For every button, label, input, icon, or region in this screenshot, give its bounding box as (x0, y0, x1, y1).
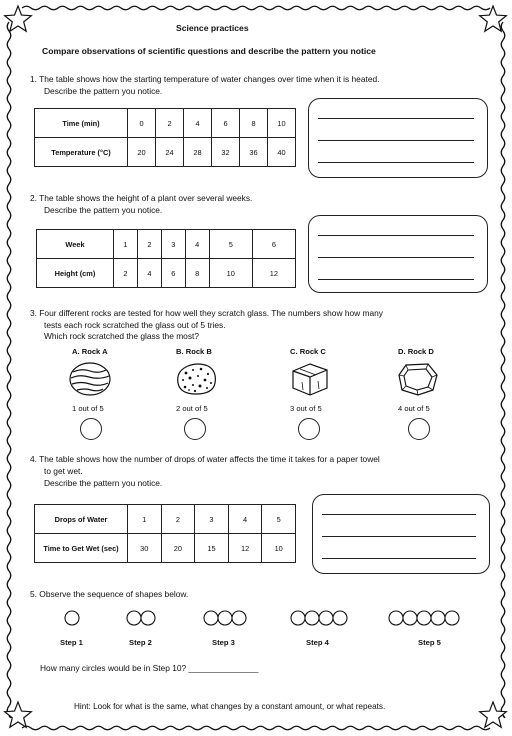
table-cell: 36 (240, 138, 268, 167)
q1-prompt: 1. The table shows how the starting temperature of water changes over time when it is heated. (30, 74, 380, 84)
table-cell: 10 (268, 109, 296, 138)
sequence-circle (305, 611, 319, 625)
rock-striped-icon (68, 361, 112, 397)
table-row (35, 534, 296, 563)
table-cell: 28 (184, 138, 212, 167)
table-cell: 10 (209, 259, 252, 288)
table-cell: 6 (252, 230, 295, 259)
sequence-circle (403, 611, 417, 625)
q3-question: Which rock scratched the glass the most? (44, 331, 200, 341)
sequence-circle (127, 611, 141, 625)
step-1-label: Step 1 (60, 638, 83, 647)
q4-prompt-continued: to get wet. (44, 466, 83, 476)
table-cell: 24 (156, 138, 184, 167)
table-cell: 3 (161, 230, 185, 259)
table-header-cell: Time to Get Wet (sec) (35, 534, 128, 563)
table-cell: 6 (161, 259, 185, 288)
rock-a-answer-bubble[interactable] (80, 418, 102, 440)
table-cell: 15 (195, 534, 229, 563)
answer-line[interactable] (322, 558, 476, 559)
sequence-circle (141, 611, 155, 625)
rock-b-answer-bubble[interactable] (184, 418, 206, 440)
q5-prompt: 5. Observe the sequence of shapes below. (30, 589, 189, 599)
table-header-cell: Height (cm) (37, 259, 114, 288)
table-cell: 8 (185, 259, 209, 288)
sequence-circle (232, 611, 246, 625)
table-cell: 30 (128, 534, 162, 563)
table-cell: 5 (209, 230, 252, 259)
table-header-cell: Week (37, 230, 114, 259)
answer-line[interactable] (318, 118, 474, 119)
table-cell: 2 (137, 230, 161, 259)
q2-prompt: 2. The table shows the height of a plant over several weeks. (30, 193, 253, 203)
answer-line[interactable] (318, 235, 474, 236)
table-cell: 12 (228, 534, 262, 563)
page-title: Science practices (176, 23, 249, 33)
table-cell: 1 (114, 230, 138, 259)
q2-data-table (36, 229, 296, 288)
table-cell: 20 (161, 534, 195, 563)
rock-crystal-icon (396, 361, 440, 397)
q4-data-table (34, 504, 296, 563)
hint-text: Hint: Look for what is the same, what changes by a constant amount, or what repeats. (74, 702, 386, 711)
star-icon-bottom-left (5, 702, 32, 727)
sequence-circle (431, 611, 445, 625)
table-cell: 4 (137, 259, 161, 288)
q5-question: How many circles would be in Step 10? _______________ (40, 663, 259, 673)
table-row (37, 259, 296, 288)
rock-d-result: 4 out of 5 (398, 404, 430, 413)
table-cell: 5 (262, 505, 296, 534)
star-icon-top-right (480, 6, 507, 31)
sequence-circle (389, 611, 403, 625)
sequence-circle (417, 611, 431, 625)
answer-line[interactable] (318, 162, 474, 163)
table-row (35, 109, 296, 138)
table-header-cell: Temperature (°C) (35, 138, 128, 167)
table-row (37, 230, 296, 259)
table-cell: 4 (228, 505, 262, 534)
rock-c-label: C. Rock C (290, 347, 326, 356)
table-row (35, 138, 296, 167)
q1-instruction: Describe the pattern you notice. (44, 86, 163, 96)
answer-line[interactable] (322, 536, 476, 537)
rock-d-answer-bubble[interactable] (408, 418, 430, 440)
rock-a-label: A. Rock A (72, 347, 108, 356)
table-row (35, 505, 296, 534)
table-cell: 10 (262, 534, 296, 563)
rock-d-label: D. Rock D (398, 347, 434, 356)
rock-a-result: 1 out of 5 (72, 404, 104, 413)
step-3-label: Step 3 (212, 638, 235, 647)
answer-line[interactable] (318, 279, 474, 280)
q4-instruction: Describe the pattern you notice. (44, 478, 163, 488)
q1-data-table (34, 108, 296, 167)
q2-instruction: Describe the pattern you notice. (44, 205, 163, 215)
table-cell: 4 (185, 230, 209, 259)
answer-line[interactable] (318, 257, 474, 258)
answer-line[interactable] (322, 514, 476, 515)
q3-prompt-continued: tests each rock scratched the glass out of 5 tries. (44, 320, 226, 330)
rock-cube-icon (288, 361, 332, 397)
q4-prompt: 4. The table shows how the number of drops of water affects the time it takes for a paper towel (30, 454, 380, 464)
table-cell: 2 (161, 505, 195, 534)
step-2-label: Step 2 (129, 638, 152, 647)
table-header-cell: Drops of Water (35, 505, 128, 534)
star-icon-bottom-right (480, 702, 507, 727)
answer-line[interactable] (318, 140, 474, 141)
q4-answer-box[interactable] (312, 494, 490, 574)
table-cell: 12 (252, 259, 295, 288)
page-subtitle: Compare observations of scientific questions and describe the pattern you notice (42, 46, 376, 56)
sequence-circle (65, 611, 79, 625)
rock-b-result: 2 out of 5 (176, 404, 208, 413)
step-5-label: Step 5 (418, 638, 441, 647)
q1-answer-box[interactable] (308, 98, 488, 178)
table-cell: 2 (156, 109, 184, 138)
circle-sequence (0, 606, 512, 630)
table-cell: 1 (128, 505, 162, 534)
table-header-cell: Time (min) (35, 109, 128, 138)
rock-c-result: 3 out of 5 (290, 404, 322, 413)
sequence-circle (291, 611, 305, 625)
table-cell: 2 (114, 259, 138, 288)
table-cell: 8 (240, 109, 268, 138)
rock-c-answer-bubble[interactable] (298, 418, 320, 440)
table-cell: 20 (128, 138, 156, 167)
q3-prompt: 3. Four different rocks are tested for how well they scratch glass. The numbers show how many (30, 308, 383, 318)
table-cell: 3 (195, 505, 229, 534)
sequence-circle (445, 611, 459, 625)
rock-speckled-icon (174, 361, 218, 397)
rock-b-label: B. Rock B (176, 347, 212, 356)
table-cell: 6 (212, 109, 240, 138)
table-cell: 32 (212, 138, 240, 167)
sequence-circle (333, 611, 347, 625)
sequence-circle (218, 611, 232, 625)
sequence-circle (204, 611, 218, 625)
sequence-circle (319, 611, 333, 625)
q2-answer-box[interactable] (308, 215, 488, 293)
table-cell: 4 (184, 109, 212, 138)
table-cell: 40 (268, 138, 296, 167)
star-icon-top-left (5, 6, 32, 31)
step-4-label: Step 4 (306, 638, 329, 647)
table-cell: 0 (128, 109, 156, 138)
